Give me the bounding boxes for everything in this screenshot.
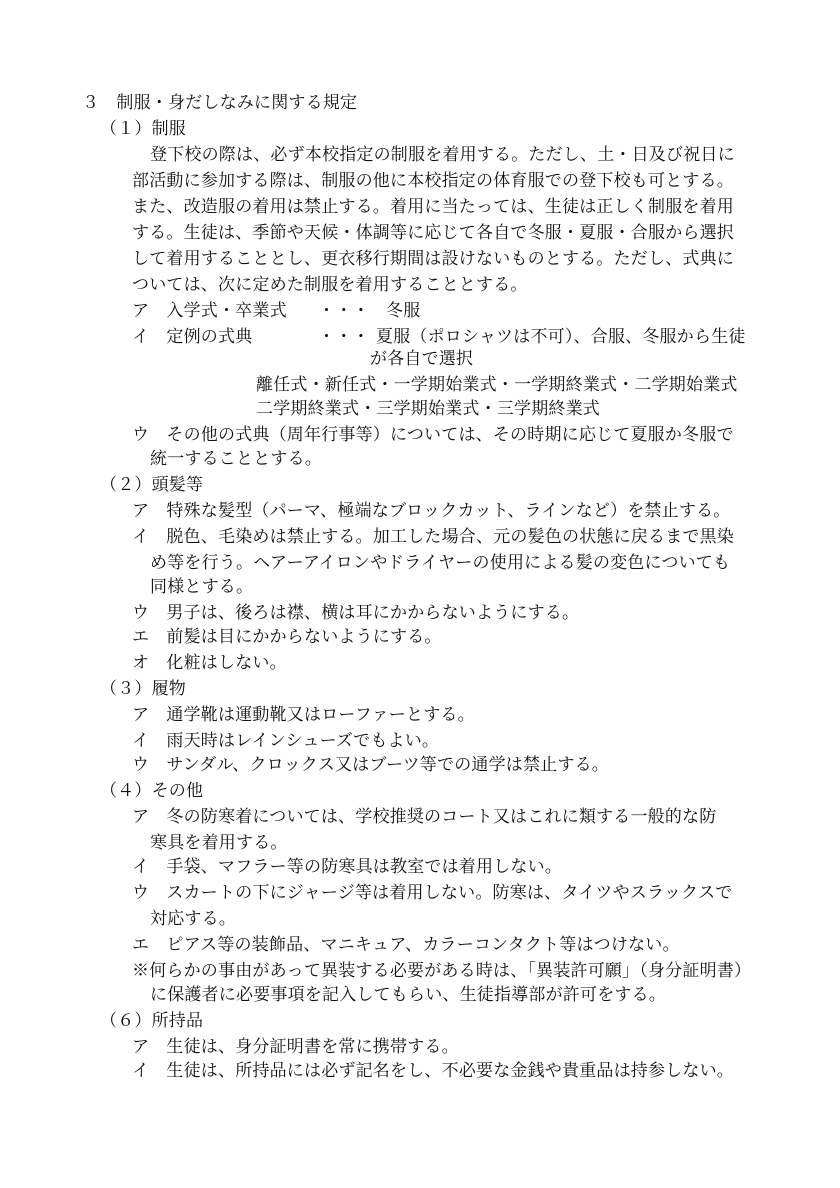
footwear-item-i: イ 雨天時はレインシューズでもよい。 (132, 731, 440, 751)
other-item-a: 寒具を着用する。 (150, 833, 288, 853)
other-item-e: エ ピアス等の装飾品、マニキュア、カラーコンタクト等はつけない。 (132, 935, 680, 955)
other-item-i: イ 手袋、マフラー等の防寒具は教室では着用しない。 (132, 857, 562, 877)
hair-item-i: め等を行う。ヘアーアイロンやドライヤーの使用による髪の変色についても (150, 553, 731, 573)
uniform-paragraph-line: 登下校の際は、必ず本校指定の制服を着用する。ただし、土・日及び祝日に (150, 145, 735, 165)
hair-item-i: イ 脱色、毛染めは禁止する。加工した場合、元の髪色の状態に戻るまで黒染 (132, 527, 734, 547)
ceremony-item-a-dots: ・・・ (318, 301, 370, 321)
other-note: ※何らかの事由があって異装する必要がある時は、「異装許可願」（身分証明書） (132, 961, 752, 981)
belongings-heading: （６）所持品 (100, 1011, 204, 1031)
footwear-item-u: ウ サンダル、クロックス又はブーツ等での通学は禁止する。 (132, 755, 610, 775)
hair-heading: （２）頭髪等 (100, 475, 204, 495)
ceremony-item-i-value: 夏服（ポロシャツは不可）、合服、冬服から生徒 (376, 327, 746, 347)
uniform-heading: （１）制服 (100, 119, 186, 139)
hair-item-e: エ 前髪は目にかからないようにする。 (132, 627, 442, 647)
hair-item-u: ウ 男子は、後ろは襟、横は耳にかからないようにする。 (132, 603, 580, 623)
footwear-heading: （３）履物 (100, 679, 186, 699)
uniform-paragraph-line: する。生徒は、季節や天候・体調等に応じて各自で冬服・夏服・合服から選択 (132, 223, 734, 243)
section-title: ３ 制服・身だしなみに関する規定 (82, 93, 358, 113)
ceremony-item-i-value: が各自で選択 (370, 349, 474, 369)
belongings-item-a: ア 生徒は、身分証明書を常に携帯する。 (132, 1037, 459, 1057)
other-item-u: 対応する。 (150, 909, 236, 929)
other-heading: （４）その他 (100, 781, 204, 801)
ceremony-item-i-label: イ 定例の式典 (132, 327, 253, 347)
ceremony-item-a-label: ア 入学式・卒業式 (132, 301, 287, 321)
other-item-u: ウ スカートの下にジャージ等は着用しない。防寒は、タイツやスラックスで (132, 883, 733, 903)
uniform-paragraph-line: して着用することとし、更衣移行期間は設けないものとする。ただし、式典に (132, 249, 734, 269)
ceremony-item-a-value: 冬服 (386, 301, 421, 321)
other-note: に保護者に必要事項を記入してもらい、生徒指導部が許可をする。 (150, 985, 666, 1005)
uniform-paragraph-line: また、改造服の着用は禁止する。着用に当たっては、生徒は正しく制服を着用 (132, 197, 734, 217)
ceremony-item-i-dots: ・・・ (318, 327, 370, 347)
hair-item-a: ア 特殊な髪型（パーマ、極端なブロックカット、ラインなど）を禁止する。 (132, 501, 731, 521)
hair-item-i: 同様とする。 (150, 577, 254, 597)
ceremony-list-line: 二学期終業式・三学期始業式・三学期終業式 (256, 399, 600, 419)
ceremony-item-u: ウ その他の式典（周年行事等）については、その時期に応じて夏服か冬服で (132, 425, 734, 445)
belongings-item-i: イ 生徒は、所持品には必ず記名をし、不必要な金銭や貴重品は持参しない。 (132, 1061, 734, 1081)
footwear-item-a: ア 通学靴は運動靴又はローファーとする。 (132, 705, 475, 725)
hair-item-o: オ 化粧はしない。 (132, 653, 287, 673)
ceremony-item-u: 統一することとする。 (150, 449, 322, 469)
uniform-paragraph-line: ついては、次に定めた制服を着用することとする。 (132, 275, 528, 295)
ceremony-list-line: 離任式・新任式・一学期始業式・一学期終業式・二学期始業式 (256, 375, 738, 395)
other-item-a: ア 冬の防寒着については、学校推奨のコート又はこれに類する一般的な防 (132, 807, 717, 827)
uniform-paragraph-line: 部活動に参加する際は、制服の他に本校指定の体育服での登下校も可とする。 (132, 171, 734, 191)
